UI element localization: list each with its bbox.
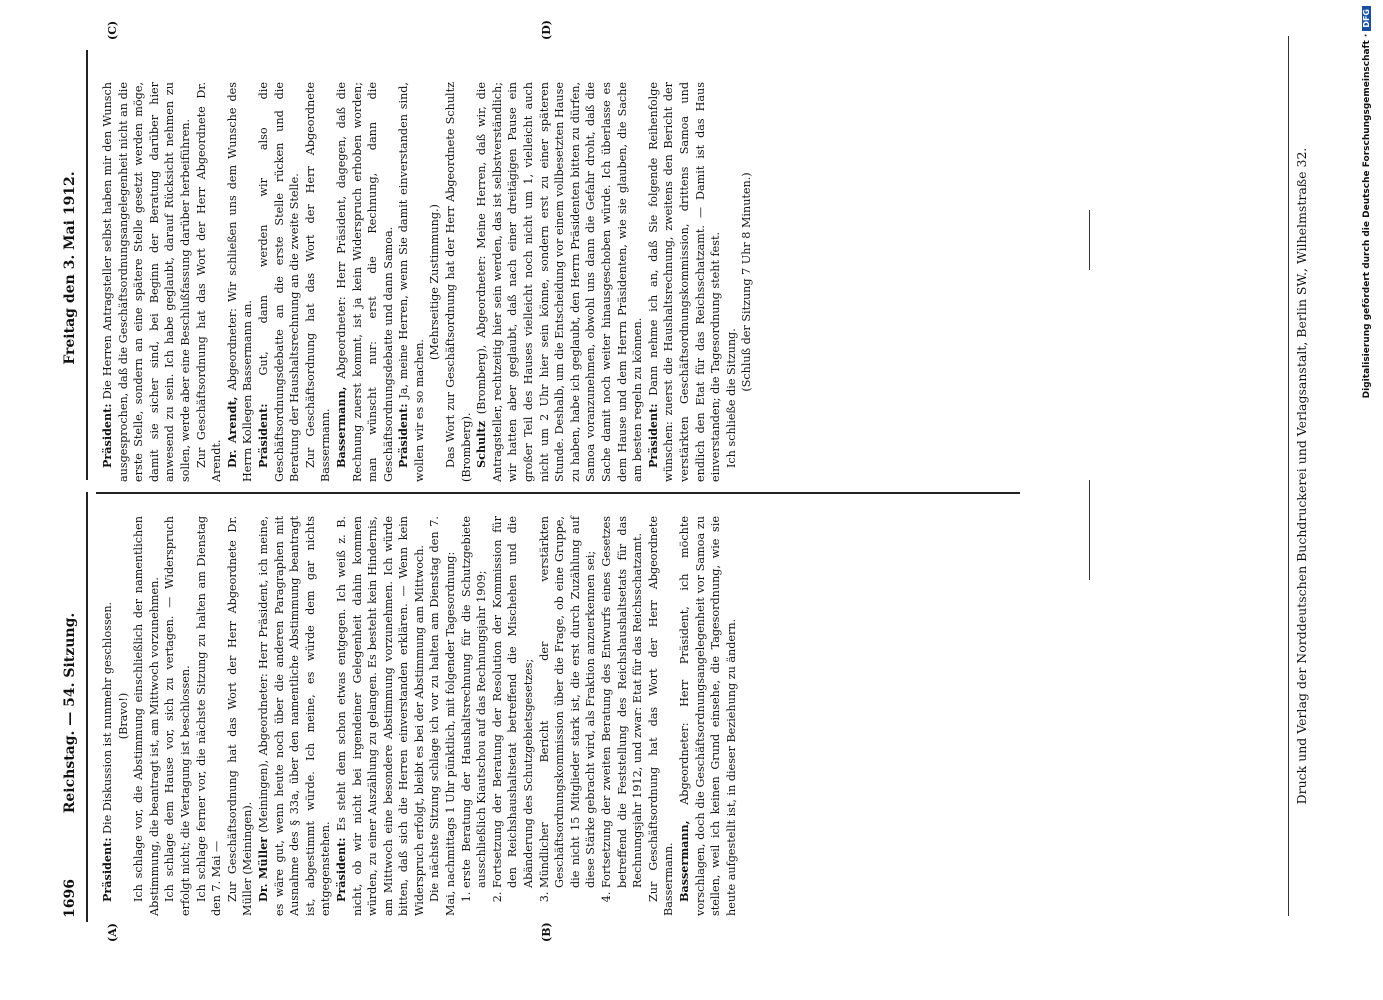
session-close-note: (Schluß der Sitzung 7 Uhr 8 Minuten.) [740, 172, 754, 392]
dfg-logo: DFG [1362, 6, 1371, 31]
speech-text: Es steht dem schon etwas entgegen. Ich weiß z. B. nicht, ob wir nicht bei irgendeiner Gelegenheit dahin kommen würden, zu einer Auszählung zu gelangen. Es besteht kein Hindernis, am Mittwoch eine besondere Abstimmung vorzunehmen. Ich würde bitten, daß sich die Herren einverstanden erklären. — Wenn kein Widerspruch erfolgt, bleibt es bei der Abstimmung am Mittwoch. [334, 516, 426, 916]
speaker: Präsident: [645, 403, 660, 468]
speech-text: Abgeordneter: Herr Präsident, ich möchte vorschlagen, doch die Geschäftsordnungsangelegenheit vor Samoa zu stellen, weil ich keinen Grund einsehe, die Tagesordnung, wie sie heute aufgestellt ist, in dieser Beziehung zu ändern. [677, 516, 738, 916]
paragraph: Zur Geschäftsordnung hat das Wort der Herr Abgeordnete Bassermann. [646, 516, 676, 916]
paragraph [474, 82, 646, 482]
interjection: (Mehrseitige Zustimmung.) [428, 204, 442, 360]
right-column [100, 82, 755, 482]
agenda-list [459, 516, 646, 916]
paragraph [225, 82, 256, 482]
speaker: Dr. Müller [255, 836, 270, 902]
page-number: 1696 [62, 879, 78, 918]
interjection: (Bravo!) [116, 692, 130, 740]
paragraph: Ich schlage ferner vor, die nächste Sitzung zu halten am Dienstag den 7. Mai — [194, 516, 224, 916]
paragraph: Zur Geschäftsordnung hat das Wort der Herr Abgeordnete Dr. Arendt. [194, 82, 224, 482]
speaker: Präsident: [396, 403, 411, 468]
speaker: Präsident: [100, 403, 114, 468]
paragraph [100, 516, 116, 916]
speech-text: Die Diskussion ist nunmehr geschlossen. [101, 601, 114, 838]
speaker: Präsident: [100, 837, 114, 902]
paragraph: Die nächste Sitzung schlage ich vor zu halten am Dienstag den 7. Mai, nachmittags 1 Uhr pünktlich, mit folgender Tagesordnung: [428, 516, 458, 916]
running-date: Freitag den 3. Mai 1912. [62, 171, 78, 365]
agenda-item: 4. Fortsetzung der zweiten Beratung des Entwurfs eines Gesetzes betreffend die Feststellung des Reichshaushaltsetats für das Rechnungsjahr 1912, und zwar: Etat für das Reichsschatzamt. [599, 516, 646, 888]
speech-text: Abgeordneter: Wir schließen uns dem Wunsche des Herrn Kollegen Bassermann an. [225, 81, 255, 482]
left-column [100, 516, 739, 916]
paragraph: Das Wort zur Geschäftsordnung hat der Herr Abgeordnete Schultz (Bromberg). [444, 82, 473, 482]
footer-rule [1288, 36, 1289, 916]
separator-rule [1089, 210, 1090, 270]
speaker: Präsident: [333, 837, 348, 902]
margin-marker-a: (A) [106, 923, 119, 942]
speech-text: (Meiningen), Abgeordneter: Herr Präsident, ich meine, es wäre gut, wenn heute noch über die anderen Paragraphen mit Ausnahme des § 33a, über den namentliche Abstimmung beantragt ist, abgestimmt würde. Ich meine, es würde dem gar nichts entgegenstehen. [256, 516, 333, 916]
paragraph: Zur Geschäftsordnung hat das Wort der Herr Abgeordnete Dr. Müller (Meiningen). [225, 516, 255, 916]
paragraph [256, 516, 334, 916]
speech-text: Die Herren Antragsteller selbst haben mir den Wunsch ausgesprochen, daß die Geschäftsordnungsangelegenheit nicht an die erste Stelle, sondern an eine spätere Stelle gesetzt werden möge, damit sie sicher sind, bei Beginn der Beratung darüber hier anwesend zu sein. Ich habe geglaubt, darauf Rücksicht nehmen zu sollen, werde aber eine Beschlußfassung darüber herbeiführen. [101, 82, 192, 482]
header-rule-right [86, 50, 88, 480]
paragraph [334, 82, 396, 482]
paragraph: Ich schlage dem Hause vor, sich zu vertagen. — Widerspruch erfolgt nicht; die Vertagung ist beschlossen. [163, 516, 192, 916]
paragraph [334, 516, 428, 916]
header-rule-left [86, 492, 88, 922]
speaker: Schultz [474, 421, 489, 468]
speaker: Präsident: [255, 403, 270, 468]
paragraph: Ich schlage vor, die Abstimmung einschließlich der namentlichen Abstimmung, die beantragt ist, am Mittwoch vorzunehmen. [132, 516, 161, 916]
margin-marker-b: (B) [540, 922, 553, 942]
speech-text: Ja, meine Herren, wenn Sie damit einverstanden sind, wollen wir es so machen. [397, 82, 426, 482]
speaker: Bassermann, [676, 820, 691, 902]
speech-text: Abgeordneter: Herr Präsident, dagegen, daß die Rechnung zuerst kommt, ist ja kein Widerspruch erhoben worden; man wünscht nur: erst die Rechnung, dann die Geschäftsordnungsdebatte und dann Samoa. [334, 82, 395, 482]
agenda-item: 2. Fortsetzung der Beratung der Resolution der Kommission für den Reichshaushaltsetat betreffend die Mischehen und die Abänderung des Schutzgebietsgesetzes; [490, 516, 537, 888]
paragraph [646, 82, 724, 482]
dfg-text: Digitalisierung gefördert durch die Deutsche Forschungsgemeinschaft · [1362, 33, 1372, 399]
paragraph [100, 82, 194, 482]
paragraph [677, 516, 739, 916]
agenda-item: 3. Mündlicher Bericht der verstärkten Geschäftsordnungskommission über die Frage, ob eine Gruppe, die nicht 15 Mitglieder stark ist, die erst durch Zuzählung auf diese Stärke gebracht wird, als Fraktion anzuerkennen sei; [537, 516, 599, 888]
paragraph: Zur Geschäftsordnung hat das Wort der Herr Abgeordnete Bassermann. [303, 82, 333, 482]
speech-text: (Bromberg), Abgeordneter: Meine Herren, daß wir, die Antragsteller, rechtzeitig hier sein werden, das ist selbstverständlich; wir hatten aber geglaubt, daß nach einer dreitägigen Pause ein großer Teil des Hauses vielleicht noch nicht um 1, vielleicht auch nicht um 2 Uhr hier sein könne, sondern erst zu einer späteren Stunde. Deshalb, um die Entscheidung vor einem vollbesetzten Hause zu haben, habe ich geglaubt, den Herrn Präsidenten bitten zu dürfen, Samoa voranzunehmen, obwohl uns dann die Gefahr droht, daß die Sache damit noch weiter hinausgeschoben würde. Ich überlasse es dem Hause und dem Herrn Präsidenten, wie sie glauben, die Sache am besten regeln zu können. [475, 82, 645, 482]
margin-marker-c: (C) [106, 20, 119, 40]
agenda-item: 1. erste Beratung der Haushaltsrechnung für die Schutzgebiete ausschließlich Kiautschou auf das Rechnungsjahr 1909; [459, 516, 490, 888]
margin-marker-d: (D) [540, 20, 553, 40]
speaker: Dr. Arendt, [224, 396, 239, 468]
paragraph: Ich schließe die Sitzung. [724, 328, 738, 468]
digitization-note [1362, 6, 1372, 916]
speech-text: Dann nehme ich an, daß Sie folgende Reihenfolge wünschen: zuerst die Haushaltsrechnung, zweitens den Bericht der verstärkten Geschäftsordnungskommission, drittens Samoa und endlich den Etat für das Reichsschatzamt. — Damit ist das Haus einverstanden; die Tagesordnung steht fest. [646, 82, 723, 482]
printer-imprint: Druck und Verlag der Norddeutschen Buchdruckerei und Verlagsanstalt, Berlin SW., Wilhelmstraße 32. [1294, 147, 1309, 805]
running-title: Reichstag. — 54. Sitzung. [62, 612, 78, 814]
separator-rule [1089, 480, 1090, 580]
speaker: Bassermann, [333, 386, 348, 468]
paragraph [396, 82, 427, 482]
paragraph [256, 82, 303, 482]
speech-text: Gut, dann werden wir also die Geschäftsordnungsdebatte an die erste Stelle rücken und die Beratung der Haushaltsrechnung an die zweite Stelle. [256, 82, 302, 482]
column-divider [96, 492, 1020, 494]
